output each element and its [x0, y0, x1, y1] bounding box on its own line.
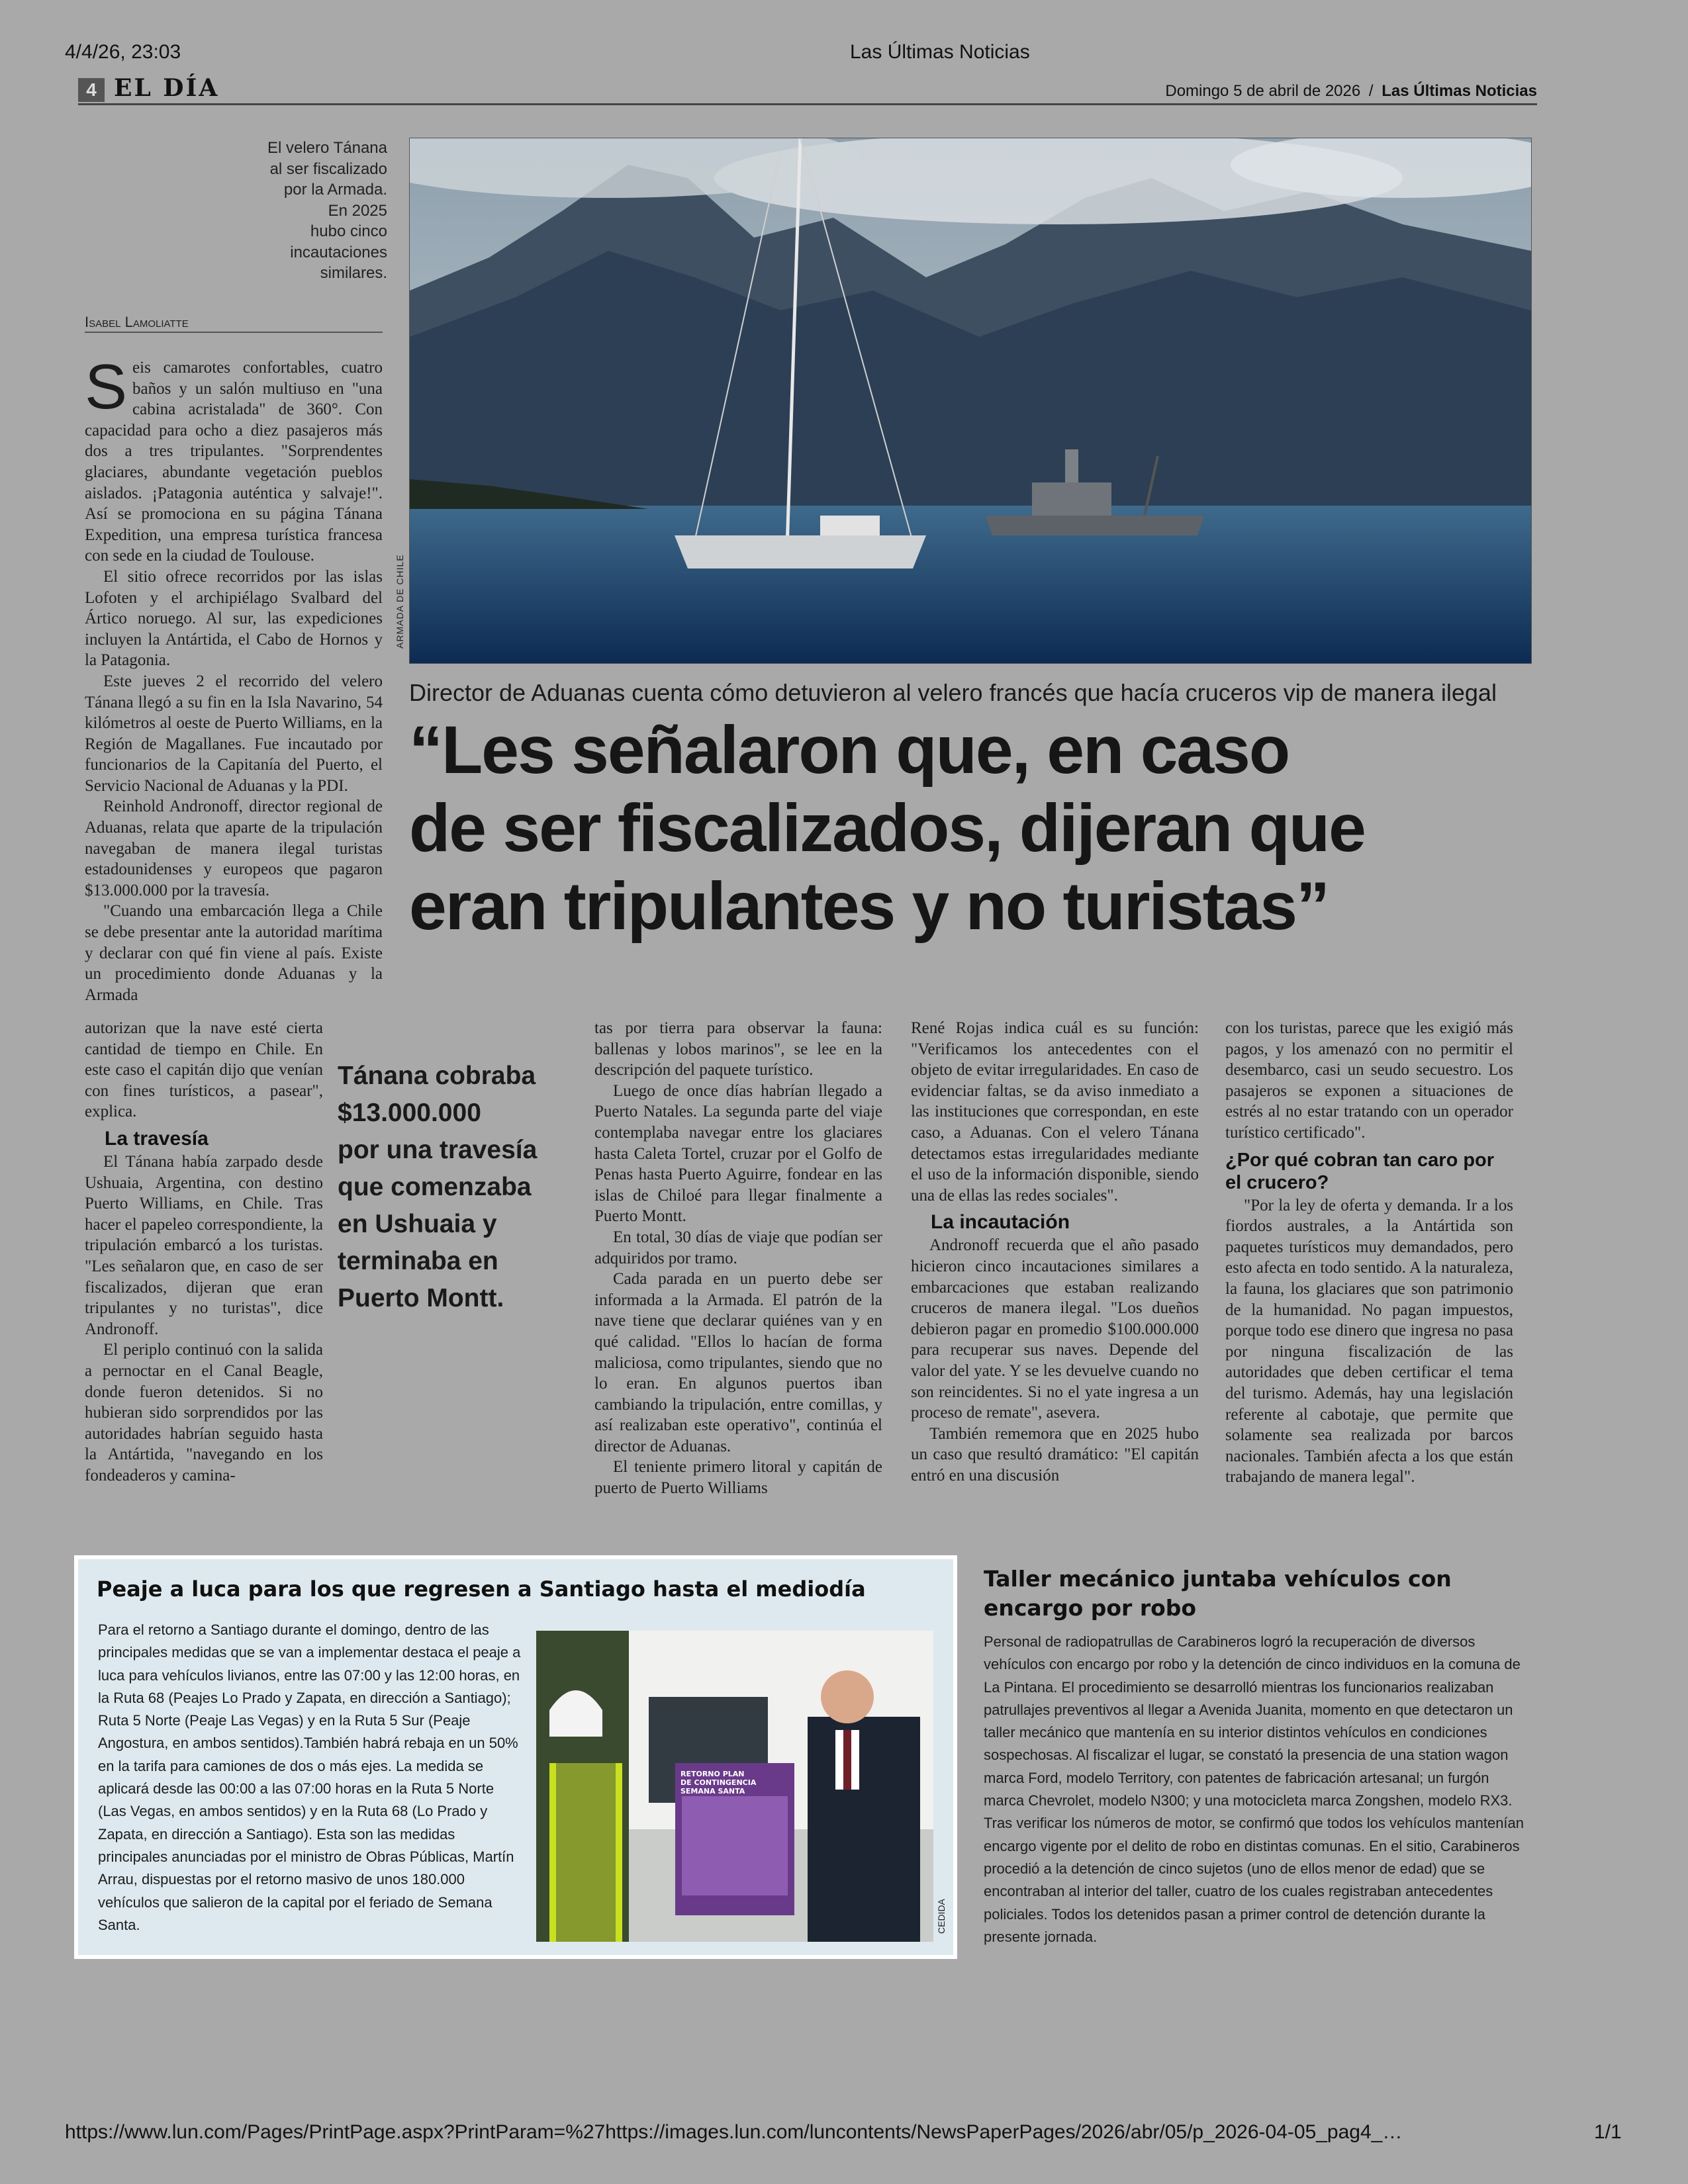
masthead-dateline: [1165, 82, 1537, 101]
subhead-incautacion: La incautación: [931, 1211, 1070, 1234]
col1-p7: El periplo continuó con la salida a pernoctar en el Canal Beagle, donde fueron detenidos. Si no hubieran sido sorprendidos por las autoridades habrían seguido hasta la Antártida, "navegando en los fondeaderos y camina-: [85, 1341, 323, 1484]
col1-p5a: "Cuando una embarcación llega a Chile se debe presentar ante la autoridad marítima y declarar con qué fin viene al país. Existe un procedimiento donde Aduanas y la Armada: [85, 902, 383, 1004]
col4-p2: "Por la ley de oferta y demanda. Ir a los fiordos australes, a la Antártida son paquetes turísticos muy demandados, pero esto afecta en todo sentido. A la naturaleza, la fauna, los glaciares que son patrimonio de la humanidad. No pagan impuestos, porque todo ese dinero que ingresa no pasa por ninguna fiscalización de las autoridades que deben certificar el tema del turismo. Además, hay una legislación referente al cabotaje, que permite que solamente sea realizada por barcos nacionales. También afecta a los que están trabajando de manera legal".: [1225, 1196, 1513, 1486]
col2-p4: Cada parada en un puerto debe ser informada a la Armada. El patrón de la nave tiene que declarar quiénes van y en qué calidad. "Ellos lo hacían de forma maliciosa, como tripulantes, siendo que no lo eran. En algunos puertos iban cambiando la tripulación, entre comillas, y así realizaban este operativo", continúa el director de Aduanas.: [594, 1270, 882, 1455]
col1-p3: Este jueves 2 el recorrido del velero Tánana llegó a su fin en la Isla Navarino, 54 kilómetros al oeste de Puerto Williams, en la Región de Magallanes. Fue incautado por funcionarios de la Capitanía del Puerto, el Servicio Nacional de Aduanas y la PDI.: [85, 672, 383, 795]
pullquote-line: que comenzaba: [338, 1173, 532, 1201]
sign-line: SEMANA SANTA: [680, 1787, 745, 1796]
col3-p2: Andronoff recuerda que el año pasado hicieron cinco incautaciones similares a embarcaciones que estaban realizando cruceros de manera ilegal. "Los dueños debieron pagar en promedio $100.000.000 para recuperar sus naves. Depende del valor del yate. Y se les devuelve cuando no son reincidentes. Si no el yate ingresa a un proceso de remate", asevera.: [911, 1236, 1199, 1422]
peaje-headline: Peaje a luca para los que regresen a Santiago hasta el mediodía: [97, 1576, 866, 1602]
col2-p1: tas por tierra para observar la fauna: ballenas y lobos marinos", se lee en la descripción del paquete turístico.: [594, 1019, 882, 1079]
col1-p1: eis camarotes confortables, cuatro baños y un salón multiuso en "una cabina acristalada" de 360°. Con capacidad para ocho a diez pasajeros más dos a tres tripulantes. "Sorprendentes glaciares, abundante vegetación pueblos aislados. ¡Patagonia auténtica y salvaje!". Así se promociona en su página Tánana Expedition, una empresa turística francesa con sede en la ciudad de Toulouse.: [85, 359, 383, 565]
drop-cap: S: [85, 351, 128, 422]
caption-line: similares.: [320, 264, 387, 282]
page-number-badge: 4: [78, 78, 105, 102]
masthead-separator: /: [1368, 82, 1374, 100]
article-column-3: [911, 1018, 1199, 1486]
headline-line: eran tripulantes y no turistas”: [409, 868, 1329, 944]
subhead-travesia: La travesía: [105, 1127, 209, 1150]
pullquote-line: Puerto Montt.: [338, 1284, 504, 1312]
peaje-photo: [536, 1631, 933, 1942]
caption-line: al ser fiscalizado: [269, 159, 387, 178]
caption-line: hubo cinco: [310, 222, 387, 240]
article-kicker: Director de Aduanas cuenta cómo detuvieron al velero francés que hacía cruceros vip de manera ilegal: [409, 679, 1497, 706]
print-url: https://www.lun.com/Pages/PrintPage.aspx?PrintParam=%27https://images.lun.com/luncontents/NewsPaperPages/2026/abr/05/p_2026-04-05_pag4_…: [65, 2121, 1403, 2143]
peaje-photo-sign: [680, 1770, 793, 1796]
caption-line: por la Armada.: [283, 181, 387, 199]
sign-line: DE CONTINGENCIA: [680, 1778, 757, 1787]
subhead-por-que: ¿Por qué cobran tan caro por el crucero?: [1225, 1149, 1495, 1193]
article-column-2: [594, 1018, 882, 1499]
peaje-body: Para el retorno a Santiago durante el domingo, dentro de las principales medidas que se van a implementar destaca el peaje a luca para vehículos livianos, entre las 07:00 y las 12:00 horas, en la Ruta 68 (Peajes Lo Prado y Zapata, en dirección a Santiago); Ruta 5 Norte (Peaje Las Vegas) y en la Ruta 5 Sur (Peaje Angostura, en ambos sentidos).También habrá rebaja en un 50% en la tarifa para camiones de dos o más ejes. La medida se aplicará desde las 00:00 a las 07:00 horas en la Ruta 5 Norte (Las Vegas, en ambos sentidos) y en la Ruta 68 (Lo Prado y Zapata, en dirección a Santiago). Esta son las medidas principales anunciadas por el ministro de Obras Públicas, Martín Arrau, dispuestas por el retorno masivo de unos 180.000 vehículos que salieron de la capital por el feriado de Semana Santa.: [98, 1621, 521, 1933]
taller-headline-line: Taller mecánico juntaba vehículos con: [984, 1566, 1452, 1592]
col4-p1: con los turistas, parece que les exigió más pagos, y los amenazó con no permitir el desembarco, casi un seudo secuestro. Los pasajeros se exponen a situaciones de estrés al no estar tratando con un operador turístico certificado".: [1225, 1019, 1513, 1142]
col2-p5: El teniente primero litoral y capitán de puerto de Puerto Williams: [594, 1458, 882, 1498]
pullquote-line: por una travesía: [338, 1136, 538, 1164]
masthead-rule: [78, 103, 1537, 105]
article-column-4: [1225, 1018, 1513, 1488]
pullquote-line: terminaba en: [338, 1247, 498, 1275]
col1-p2: El sitio ofrece recorridos por las islas Lofoten y el archipiélago Svalbard del Ártico noruego. Al sur, las expediciones incluyen la Antártida, el Cabo de Hornos y la Patagonia.: [85, 567, 383, 670]
article-headline: [409, 711, 1548, 945]
sign-line: RETORNO PLAN: [680, 1770, 745, 1778]
taller-body: Personal de radiopatrullas de Carabineros logró la recuperación de diversos vehículos con encargo por robo y la detención de cinco individuos en la comuna de La Pintana. El procedimiento se desarrolló mientras los funcionarios realizaban patrullajes preventivos al llegar a Avenida Juanita, momento en que detectaron un taller mecánico que mantenía en su interior distintos vehículos en condiciones sospechosas. Al fiscalizar el lugar, se constató la presencia de una station wagon marca Ford, modelo Territory, con patentes de fabricación artesanal; un furgón marca Chevrolet, modelo N300; y una motocicleta marca Zongshen, modelo RX3. Tras verificar los números de motor, se confirmó que todos los vehículos mantenían encargo vigente por el delito de robo en distintas comunas. En el sitio, Carabineros procedió a la detención de cinco sujetos (uno de ellos menor de edad) que se encontraban al interior del taller, cuatro de los cuales registraban antecedentes policiales. Todos los detenidos pasan a primer control de detención durante la presente jornada.: [984, 1633, 1524, 1945]
col2-p2: Luego de once días habrían llegado a Puerto Natales. La segunda parte del viaje contemplaba navegar entre los glaciares hasta Caleta Tortel, cruzar por el Golfo de Penas hasta Puerto Aguirre, fondear en las islas de Chiloé para llegar finalmente a Puerto Montt.: [594, 1081, 882, 1226]
caption-line: En 2025: [328, 201, 387, 220]
pullquote-line: en Ushuaia y: [338, 1210, 497, 1238]
col3-p1: René Rojas indica cuál es su función: "Verificamos los antecedentes con el objeto de evitar irregularidades. En caso de evidenciar faltas, se da aviso inmediato a las instituciones que correspondan, en este caso, a Aduanas. Con el velero Tánana detectamos estas irregularidades mediante el uso de la información disponible, siendo una de ellas las redes sociales".: [911, 1019, 1199, 1205]
masthead-publication: Las Últimas Noticias: [1382, 82, 1537, 100]
col1-p4: Reinhold Andronoff, director regional de Aduanas, relata que aparte de la tripulación navegaban de manera ilegal turistas estadounidenses y europeos que pagaron $13.000.000 por la travesía.: [85, 797, 383, 899]
photo-caption: [238, 138, 387, 284]
author-byline: Isabel Lamoliatte: [85, 314, 189, 330]
section-title: EL DÍA: [114, 74, 220, 102]
caption-line: El velero Tánana: [267, 139, 387, 157]
headline-line: “Les señalaron que, en caso: [409, 712, 1289, 788]
taller-headline: [984, 1565, 1540, 1623]
col2-p3: En total, 30 días de viaje que podían ser adquiridos por tramo.: [594, 1228, 882, 1267]
article-column-1-bottom: [85, 1018, 323, 1486]
pullquote-line: $13.000.000: [338, 1099, 481, 1127]
peaje-box: [74, 1555, 957, 1959]
print-page-count: 1/1: [1594, 2121, 1622, 2143]
col3-p3: También rememora que en 2025 hubo un caso que resultó dramático: "El capitán entró en una discusión: [911, 1424, 1199, 1484]
sailboat-photo-svg: [410, 138, 1531, 663]
col1-p6: El Tánana había zarpado desde Ushuaia, Argentina, con destino Puerto Williams, en Chile. Tras hacer el papeleo correspondiente, la tripulación embarcó a los turistas. "Les señalaron que, en caso de ser fiscalizados, dijeran que eran tripulantes y no turistas", dice Andronoff.: [85, 1152, 323, 1338]
pull-quote: [338, 1058, 576, 1317]
byline-rule: [85, 332, 383, 333]
caption-line: incautaciones: [290, 243, 387, 261]
sailboat-photo: [409, 138, 1532, 664]
masthead-date: Domingo 5 de abril de 2026: [1165, 82, 1361, 100]
taller-headline-line: encargo por robo: [984, 1595, 1197, 1621]
headline-line: de ser fiscalizados, dijeran que: [409, 790, 1365, 866]
peaje-photo-credit: CEDIDA: [936, 1899, 947, 1934]
photo-credit: ARMADA DE CHILE: [395, 554, 405, 649]
article-column-1-top: [85, 351, 383, 1005]
pullquote-line: Tánana cobraba: [338, 1062, 536, 1090]
col1-p5b: autorizan que la nave esté cierta cantidad de tiempo en Chile. En este caso el capitán dijo que venían con fines turísticos, a pasear", explica.: [85, 1019, 323, 1121]
print-datetime: 4/4/26, 23:03: [65, 41, 181, 63]
print-title: Las Últimas Noticias: [850, 41, 1030, 63]
